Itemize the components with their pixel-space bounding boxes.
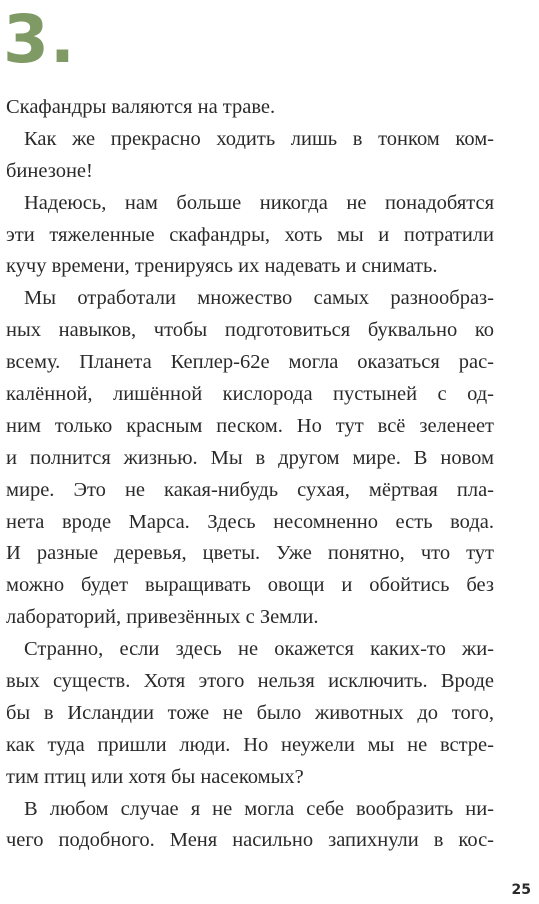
text-line: вых существ. Хотя этого нельзя исключить. Вроде bbox=[6, 670, 494, 693]
text-line: ных навыков, чтобы подготовиться буквально ко bbox=[6, 319, 494, 342]
text-line: всему. Планета Кеплер-62е могла оказаться рас- bbox=[6, 351, 494, 374]
text-line: кучу времени, тренируясь их надевать и снимать. bbox=[6, 255, 438, 278]
text-line: эти тяжеленные скафандры, хоть мы и потратили bbox=[6, 223, 494, 246]
text-line: как туда пришли люди. Но неужели мы не встре- bbox=[6, 733, 494, 756]
chapter-number: 3. bbox=[3, 1, 76, 78]
text-line: Скафандры валяются на траве. bbox=[6, 96, 276, 118]
text-line: В любом случае я не могла себе вообразить ни- bbox=[24, 797, 494, 820]
text-line: лабораторий, привезённых с Земли. bbox=[6, 606, 319, 629]
text-line: можно будет выращивать овощи и обойтись без bbox=[6, 574, 494, 597]
text-line: Как же прекрасно ходить лишь в тонком ком- bbox=[24, 127, 494, 150]
text-line: ним только красным песком. Но тут всё зеленеет bbox=[6, 414, 494, 437]
text-line: бы в Исландии тоже не было животных до того, bbox=[6, 701, 494, 724]
text-line: чего подобного. Меня насильно запихнули в кос- bbox=[6, 829, 494, 852]
text-line: нета вроде Марса. Здесь несомненно есть вода. bbox=[6, 510, 494, 533]
body-text bbox=[6, 92, 494, 857]
text-line: бинезоне! bbox=[6, 159, 93, 182]
text-line: и полнится жизнью. Мы в другом мире. В новом bbox=[6, 446, 494, 469]
text-line: Надеюсь, нам больше никогда не понадобятся bbox=[24, 191, 494, 214]
text-line: тим птиц или хотя бы насекомых? bbox=[6, 765, 304, 788]
text-line: Странно, если здесь не окажется каких-то жи- bbox=[24, 638, 494, 661]
page-number: 25 bbox=[511, 882, 531, 898]
text-line: И разные деревья, цветы. Уже понятно, что тут bbox=[6, 542, 494, 565]
text-line: Мы отработали множество самых разнообраз- bbox=[24, 287, 494, 310]
text-line: мире. Это не какая-нибудь сухая, мёртвая пла- bbox=[6, 478, 494, 501]
text-line: калённой, лишённой кислорода пустыней с од- bbox=[6, 383, 494, 406]
